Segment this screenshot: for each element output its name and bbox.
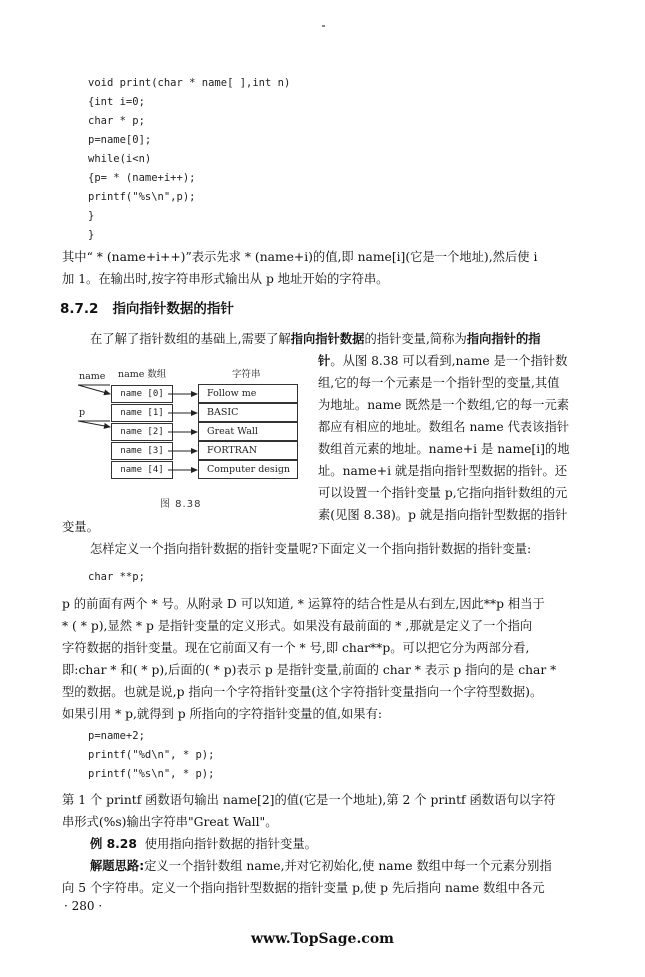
example-line bbox=[90, 833, 317, 855]
label-p: p bbox=[79, 407, 86, 418]
text-line: p 的前面有两个 * 号。从附录 D 可以知道, * 运算符的结合性是从右到左,因此**p 相当于 bbox=[62, 597, 545, 611]
text-line: 如果引用 * p,就得到 p 所指向的字符指针变量的值,如果有: bbox=[62, 707, 383, 721]
footer-watermark: www.TopSage.com bbox=[251, 931, 394, 947]
p-pointer-arrow bbox=[78, 421, 110, 427]
side-text: 址。name+i 就是指向指针型数据的指针。还 bbox=[318, 464, 568, 478]
text-line: 即:char * 和( * p),后面的( * p)表示 p 是指针变量,前面的 char * 表示 p 指向的是 char * bbox=[62, 663, 557, 677]
code-line: printf("%d\n", * p); bbox=[88, 749, 215, 761]
code-line: p=name+2; bbox=[88, 730, 145, 742]
side-text: 可以设置一个指针变量 p,它指向指针数组的元 bbox=[318, 486, 568, 500]
text-line: 变量。 bbox=[62, 520, 99, 534]
code-declaration: char **p; bbox=[88, 571, 145, 583]
array-cell: name [4] bbox=[111, 461, 173, 479]
intro-line bbox=[90, 328, 541, 350]
side-text: 为地址。name 既然是一个数组,它的每一元素 bbox=[318, 398, 570, 412]
intro-bold: 指向指针数据 bbox=[290, 332, 365, 346]
string-cell: FORTRAN bbox=[198, 441, 298, 460]
string-cell: Computer design bbox=[198, 460, 298, 479]
code-line: } bbox=[88, 229, 95, 241]
figure-arrows bbox=[70, 370, 310, 490]
example-label: 例 8.28 bbox=[90, 837, 137, 851]
text-line: 字符数据的指针变量。现在它前面又有一个 * 号,即 char**p。可以把它分为两部分看, bbox=[62, 641, 530, 655]
section-title: 指向指针数据的指针 bbox=[112, 301, 234, 317]
text-line: 向 5 个字符串。定义一个指向指针型数据的指针变量 p,使 p 先后指向 name 数组中各元 bbox=[62, 881, 545, 895]
intro-text: 在了解了指针数组的基础上,需要了解 bbox=[90, 332, 291, 346]
code-line: while(i<n) bbox=[88, 153, 152, 165]
paragraph-printf-output bbox=[62, 789, 556, 833]
text-line: 定义一个指针数组 name,并对它初始化,使 name 数组中每一个元素分别指 bbox=[144, 859, 552, 873]
side-bold: 针 bbox=[318, 354, 331, 368]
text-line: 怎样定义一个指向指针数据的指针变量呢?下面定义一个指向指针数据的指针变量: bbox=[90, 542, 532, 556]
solution-paragraph bbox=[62, 855, 552, 899]
array-cell: name [1] bbox=[111, 404, 173, 422]
side-paragraph bbox=[318, 350, 570, 526]
side-text: 组,它的每一个元素是一个指针型的变量,其值 bbox=[318, 376, 560, 390]
code-line: {int i=0; bbox=[88, 96, 145, 108]
code-line: void print(char * name[ ],int n) bbox=[88, 77, 291, 89]
side-text: 都应有相应的地址。数组名 name 代表该指针 bbox=[318, 420, 570, 434]
paragraph-pointer-to-pointer bbox=[62, 593, 556, 725]
text-line: 型的数据。也就是说,p 指向一个字符指针变量(这个字符指针变量指向一个字符型数据)。 bbox=[62, 685, 543, 699]
text-line: * ( * p),显然 * p 是指针变量的定义形式。如果没有最前面的 * ,那就是定义了一个指向 bbox=[62, 619, 533, 633]
array-cell: name [2] bbox=[111, 423, 173, 441]
speck bbox=[322, 25, 325, 27]
figure-header-array: name 数组 bbox=[118, 369, 167, 380]
code-line: } bbox=[88, 210, 95, 222]
after-figure-text bbox=[62, 516, 99, 538]
text-line: 加 1。在输出时,按字符串形式输出从 p 地址开始的字符串。 bbox=[62, 272, 389, 286]
section-heading bbox=[60, 297, 234, 317]
code-line: p=name[0]; bbox=[88, 134, 152, 146]
example-text: 使用指向指针数据的指针变量。 bbox=[144, 837, 317, 851]
side-text: 。从图 8.38 可以看到,name 是一个指针数 bbox=[330, 354, 568, 368]
intro-bold: 指向指针的指 bbox=[466, 332, 541, 346]
text-line: 其中“ * (name+i++)”表示先求 * (name+i)的值,即 name[i](它是一个地址),然后使 i bbox=[62, 250, 538, 264]
name-pointer-arrow bbox=[78, 385, 110, 394]
figure-caption: 图 8.38 bbox=[160, 499, 202, 510]
figure-header-strings: 字符串 bbox=[232, 369, 261, 380]
intro-text: 的指针变量,简称为 bbox=[364, 332, 467, 346]
paragraph-explanation bbox=[62, 246, 537, 290]
string-cell: Follow me bbox=[198, 384, 298, 403]
question-text bbox=[90, 538, 531, 560]
side-text: 数组首元素的地址。name+i 是 name[i]的地 bbox=[318, 442, 570, 456]
text-line: 串形式(%s)输出字符串"Great Wall"。 bbox=[62, 815, 278, 829]
text-line: 第 1 个 printf 函数语句输出 name[2]的值(它是一个地址),第 2 个 printf 函数语句以字符 bbox=[62, 793, 556, 807]
section-number: 8.7.2 bbox=[60, 301, 99, 317]
side-text: 素(见图 8.38)。p 就是指向指针型数据的指针 bbox=[318, 508, 568, 522]
array-cell: name [3] bbox=[111, 442, 173, 460]
label-name: name bbox=[79, 371, 106, 382]
solution-label: 解题思路: bbox=[90, 859, 145, 873]
code-line: printf("%s\n",p); bbox=[88, 191, 196, 203]
page-number: · 280 · bbox=[64, 899, 103, 913]
code-line: printf("%s\n", * p); bbox=[88, 768, 215, 780]
code-line: {p= * (name+i++); bbox=[88, 172, 196, 184]
string-cell: BASIC bbox=[198, 403, 298, 422]
array-cell: name [0] bbox=[111, 385, 173, 403]
string-cell: Great Wall bbox=[198, 422, 298, 441]
code-line: char * p; bbox=[88, 115, 145, 127]
